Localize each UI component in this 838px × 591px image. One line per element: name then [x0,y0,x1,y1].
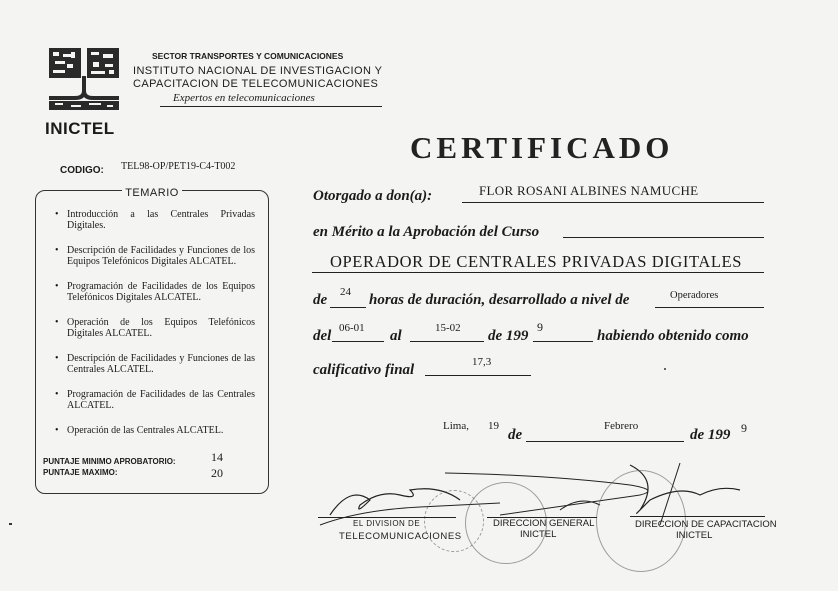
right-signatory-line1: DIRECCION DE CAPACITACION [635,519,777,530]
level-value: Operadores [670,290,719,301]
institute-line-2: CAPACITACION DE TELECOMUNICACIONES [133,78,379,90]
temario-item: • Operación de las Centrales ALCATEL. [55,425,255,436]
level-line [655,307,764,308]
temario-title: TEMARIO [122,187,182,199]
institute-line-1: INSTITUTO NACIONAL DE INVESTIGACION Y [133,65,383,77]
temario-item: • Descripción de Facilidades y Funciones de las Centrales ALCATEL. [55,353,255,375]
temario-item: • Descripción de Facilidades y Funciones de los Equipos Telefónicos Digitales ALCATEL. [55,245,255,267]
middle-signatory-line1: DIRECCION GENERAL [493,518,595,529]
date-city: Lima, [443,420,469,432]
al-label: al [390,328,402,344]
date-to-line [410,341,484,342]
temario-item: • Operación de los Equipos Telefónicos Digitales ALCATEL. [55,317,255,339]
temario-item: • Programación de Facilidades de los Equipos Telefónicos Digitales ALCATEL. [55,281,255,303]
temario-item: • Programación de Facilidades de las Centrales ALCATEL. [55,389,255,411]
hours-line [330,307,366,308]
date-to: 15-02 [435,322,461,334]
date-day: 19 [488,420,499,432]
grade-line [425,375,531,376]
certificate-title: CERTIFICADO [410,130,674,165]
temario-item: • Introducción a las Centrales Privadas Digitales. [55,209,255,231]
sector-label: SECTOR TRANSPORTES Y COMUNICACIONES [152,51,344,61]
tagline: Expertos en telecomunicaciones [173,92,315,104]
grade-value: 17,3 [472,356,492,368]
month-line [526,441,684,442]
hours-text: horas de duración, desarrollado a nivel de [369,292,630,308]
year-line [533,341,593,342]
date-de-label: de [508,427,523,443]
min-score-value: 14 [211,450,223,464]
del-label: del [313,328,332,344]
left-signatory-line2: TELECOMUNICACIONES [339,531,462,542]
merit-line [563,237,764,238]
course-line [312,272,764,273]
min-score-label: PUNTAJE MINIMO APROBATORIO: [43,457,176,466]
merit-label: en Mérito a la Aprobación del Curso [313,224,540,240]
year-digit: 9 [537,320,543,334]
recipient-name: FLOR ROSANI ALBINES NAMUCHE [479,183,699,198]
signature-line-right [630,516,765,517]
max-score-value: 20 [211,466,223,480]
edge-speck [9,523,12,525]
middle-signatory-line2: INICTEL [520,529,557,540]
logo-text: INICTEL [45,119,115,138]
course-name: OPERADOR DE CENTRALES PRIVADAS DIGITALES [330,252,742,271]
date-year-prefix: de 199 [690,427,731,443]
date-from: 06-01 [339,322,365,334]
year-prefix: de 199 [488,328,529,344]
speck [664,368,666,370]
temario-list [55,209,255,450]
code-value: TEL98-OP/PET19-C4-T002 [121,161,236,172]
temario-box [35,187,269,494]
de-label: de [313,292,328,308]
official-seal-left [424,490,484,552]
signature-scribbles [300,455,800,565]
date-month: Febrero [604,420,639,432]
signature-line-left [318,517,456,518]
final-label: calificativo final [313,362,415,378]
tagline-underline [160,106,382,107]
logo-emblem-icon [45,46,123,116]
obtained-text: habiendo obtenido como [597,328,749,344]
date-from-line [332,341,384,342]
inictel-logo [45,46,123,138]
granted-label: Otorgado a don(a): [313,188,433,204]
max-score-label: PUNTAJE MAXIMO: [43,468,118,477]
code-label: CODIGO: [60,165,104,176]
name-line [462,202,764,203]
right-signatory-line2: INICTEL [676,530,713,541]
left-signatory-line1: EL DIVISION DE [353,519,421,528]
date-year-digit: 9 [741,421,747,435]
hours-value: 24 [340,286,351,298]
